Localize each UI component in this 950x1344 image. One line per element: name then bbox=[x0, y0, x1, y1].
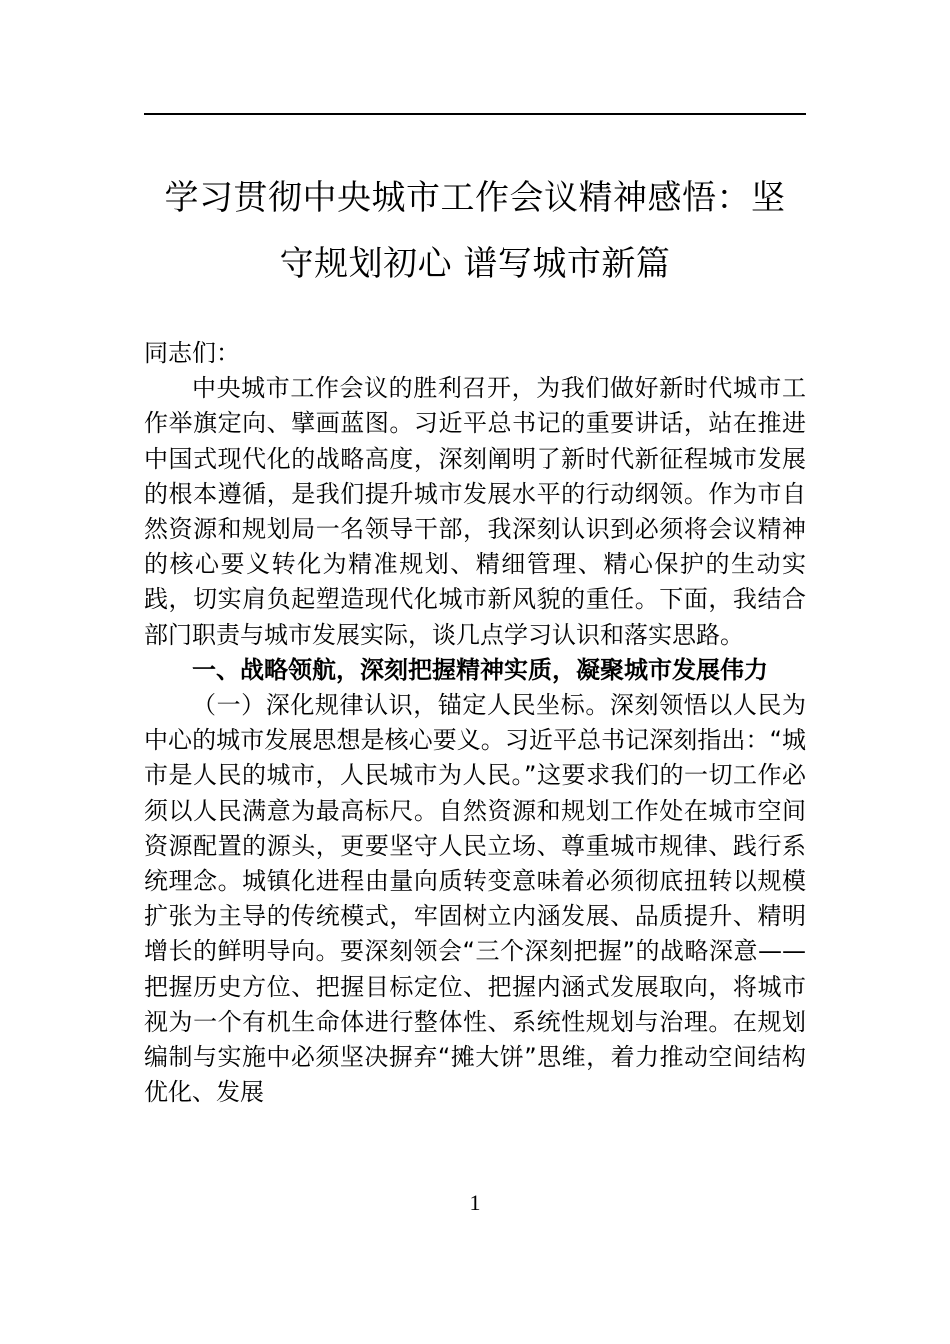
page-number: 1 bbox=[469, 1190, 481, 1215]
document-title bbox=[144, 165, 806, 297]
subsection-paragraph: （一）深化规律认识，锚定人民坐标。深刻领悟以人民为中心的城市发展思想是核心要义。习近平总书记深刻指出：“城市是人民的城市，人民城市为人民。”这要求我们的一切工作必须以人民满意为最高标尺。自然资源和规划工作处在城市空间资源配置的源头，更要坚守人民立场、尊重城市规律、践行系统理念。城镇化进程由量向质转变意味着必须彻底扭转以规模扩张为主导的传统模式，牢固树立内涵发展、品质提升、精明增长的鲜明导向。要深刻领会“三个深刻把握”的战略深意——把握历史方位、把握目标定位、把握内涵式发展取向，将城市视为一个有机生命体进行整体性、系统性规划与治理。在规划编制与实施中必须坚决摒弃“摊大饼”思维，着力推动空间结构优化、发展 bbox=[144, 691, 806, 1107]
intro-paragraph: 中央城市工作会议的胜利召开，为我们做好新时代城市工作举旗定向、擘画蓝图。习近平总书记的重要讲话，站在推进中国式现代化的战略高度，深刻阐明了新时代新征程城市发展的根本遵循，是我们提升城市发展水平的行动纲领。作为市自然资源和规划局一名领导干部，我深刻认识到必须将会议精神的核心要义转化为精准规划、精细管理、精心保护的生动实践，切实肩负起塑造现代化城市新风貌的重任。下面，我结合部门职责与城市发展实际，谈几点学习认识和落实思路。 bbox=[144, 374, 806, 649]
title-line-2: 守规划初心 谱写城市新篇 bbox=[279, 244, 671, 284]
title-line-1: 学习贯彻中央城市工作会议精神感悟：坚 bbox=[164, 178, 786, 218]
salutation: 同志们： bbox=[144, 339, 240, 367]
document-body bbox=[144, 336, 806, 1110]
section-heading: 一、战略领航，深刻把握精神实质，凝聚城市发展伟力 bbox=[192, 655, 768, 684]
header-rule bbox=[144, 113, 806, 115]
